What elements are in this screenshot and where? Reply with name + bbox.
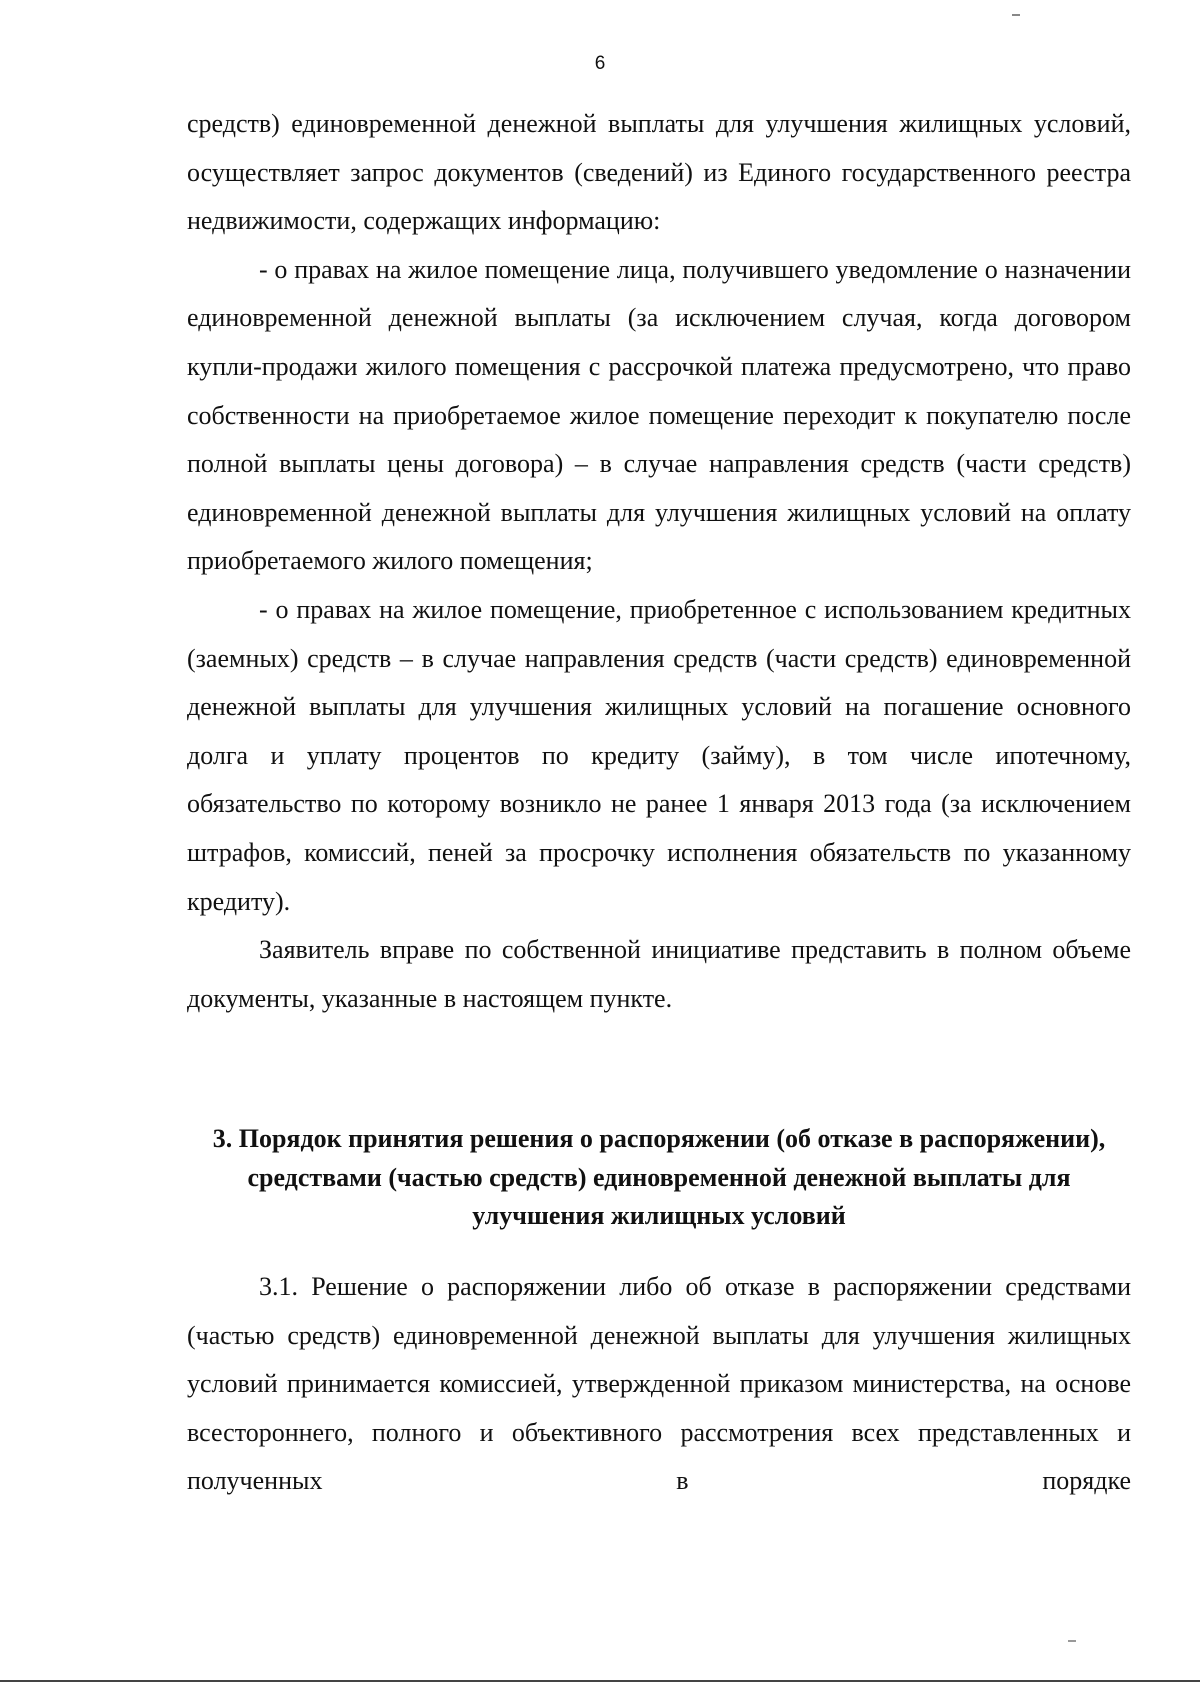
paragraph-applicant-right: Заявитель вправе по собственной инициативе представить в полном объеме документы, указанные в настоящем пункте.	[187, 935, 1131, 1013]
paragraph-list-item-credit-funds: - о правах на жилое помещение, приобретенное с использованием кредитных (заемных) средств – в случае направления средств (части средств) единовременной денежной выплаты для улучшения жилищных условий на погашение основного долга и уплату процентов по кредиту (займу), в том числе ипотечному, обязательство по которому возникло не ранее 1 января 2013 года (за исключением штрафов, комиссий, пеней за просрочку исполнения обязательств по указанному кредиту).	[187, 594, 1131, 916]
page-bottom-rule	[0, 1680, 1200, 1682]
paragraph-list-item-ownership-rights: - о правах на жилое помещение лица, получившего уведомление о назначении единовременной денежной выплаты (за исключением случая, когда договором купли-продажи жилого помещения с рассрочкой платежа предусмотрено, что право собственности на приобретаемое жилое помещение переходит к покупателю после полной выплаты цены договора) – в случае направления средств (части средств) единовременной денежной выплаты для улучшения жилищных условий на оплату приобретаемого жилого помещения;	[187, 254, 1131, 576]
scan-mark-bottom	[1068, 1640, 1076, 1642]
section-heading: 3. Порядок принятия решения о распоряжении (об отказе в распоряжении), средствами (частью средств) единовременной денежной выплаты для улучшения жилищных условий	[212, 1124, 1106, 1230]
page-number: 6	[594, 53, 606, 74]
paragraph-3-1: 3.1. Решение о распоряжении либо об отказе в распоряжении средствами (частью средств) единовременной денежной выплаты для улучшения жилищных условий принимается комиссией, утвержденной приказом министерства, на основе всестороннего, полного и объективного рассмотрения всех представленных и полученных в порядке	[187, 1272, 1131, 1496]
body-text-lower	[187, 1263, 1131, 1506]
scan-mark-top	[1012, 14, 1020, 16]
paragraph-continuation: средств) единовременной денежной выплаты для улучшения жилищных условий, осуществляет запрос документов (сведений) из Единого государственного реестра недвижимости, содержащих информацию:	[187, 109, 1131, 236]
body-text-upper	[187, 100, 1131, 1023]
